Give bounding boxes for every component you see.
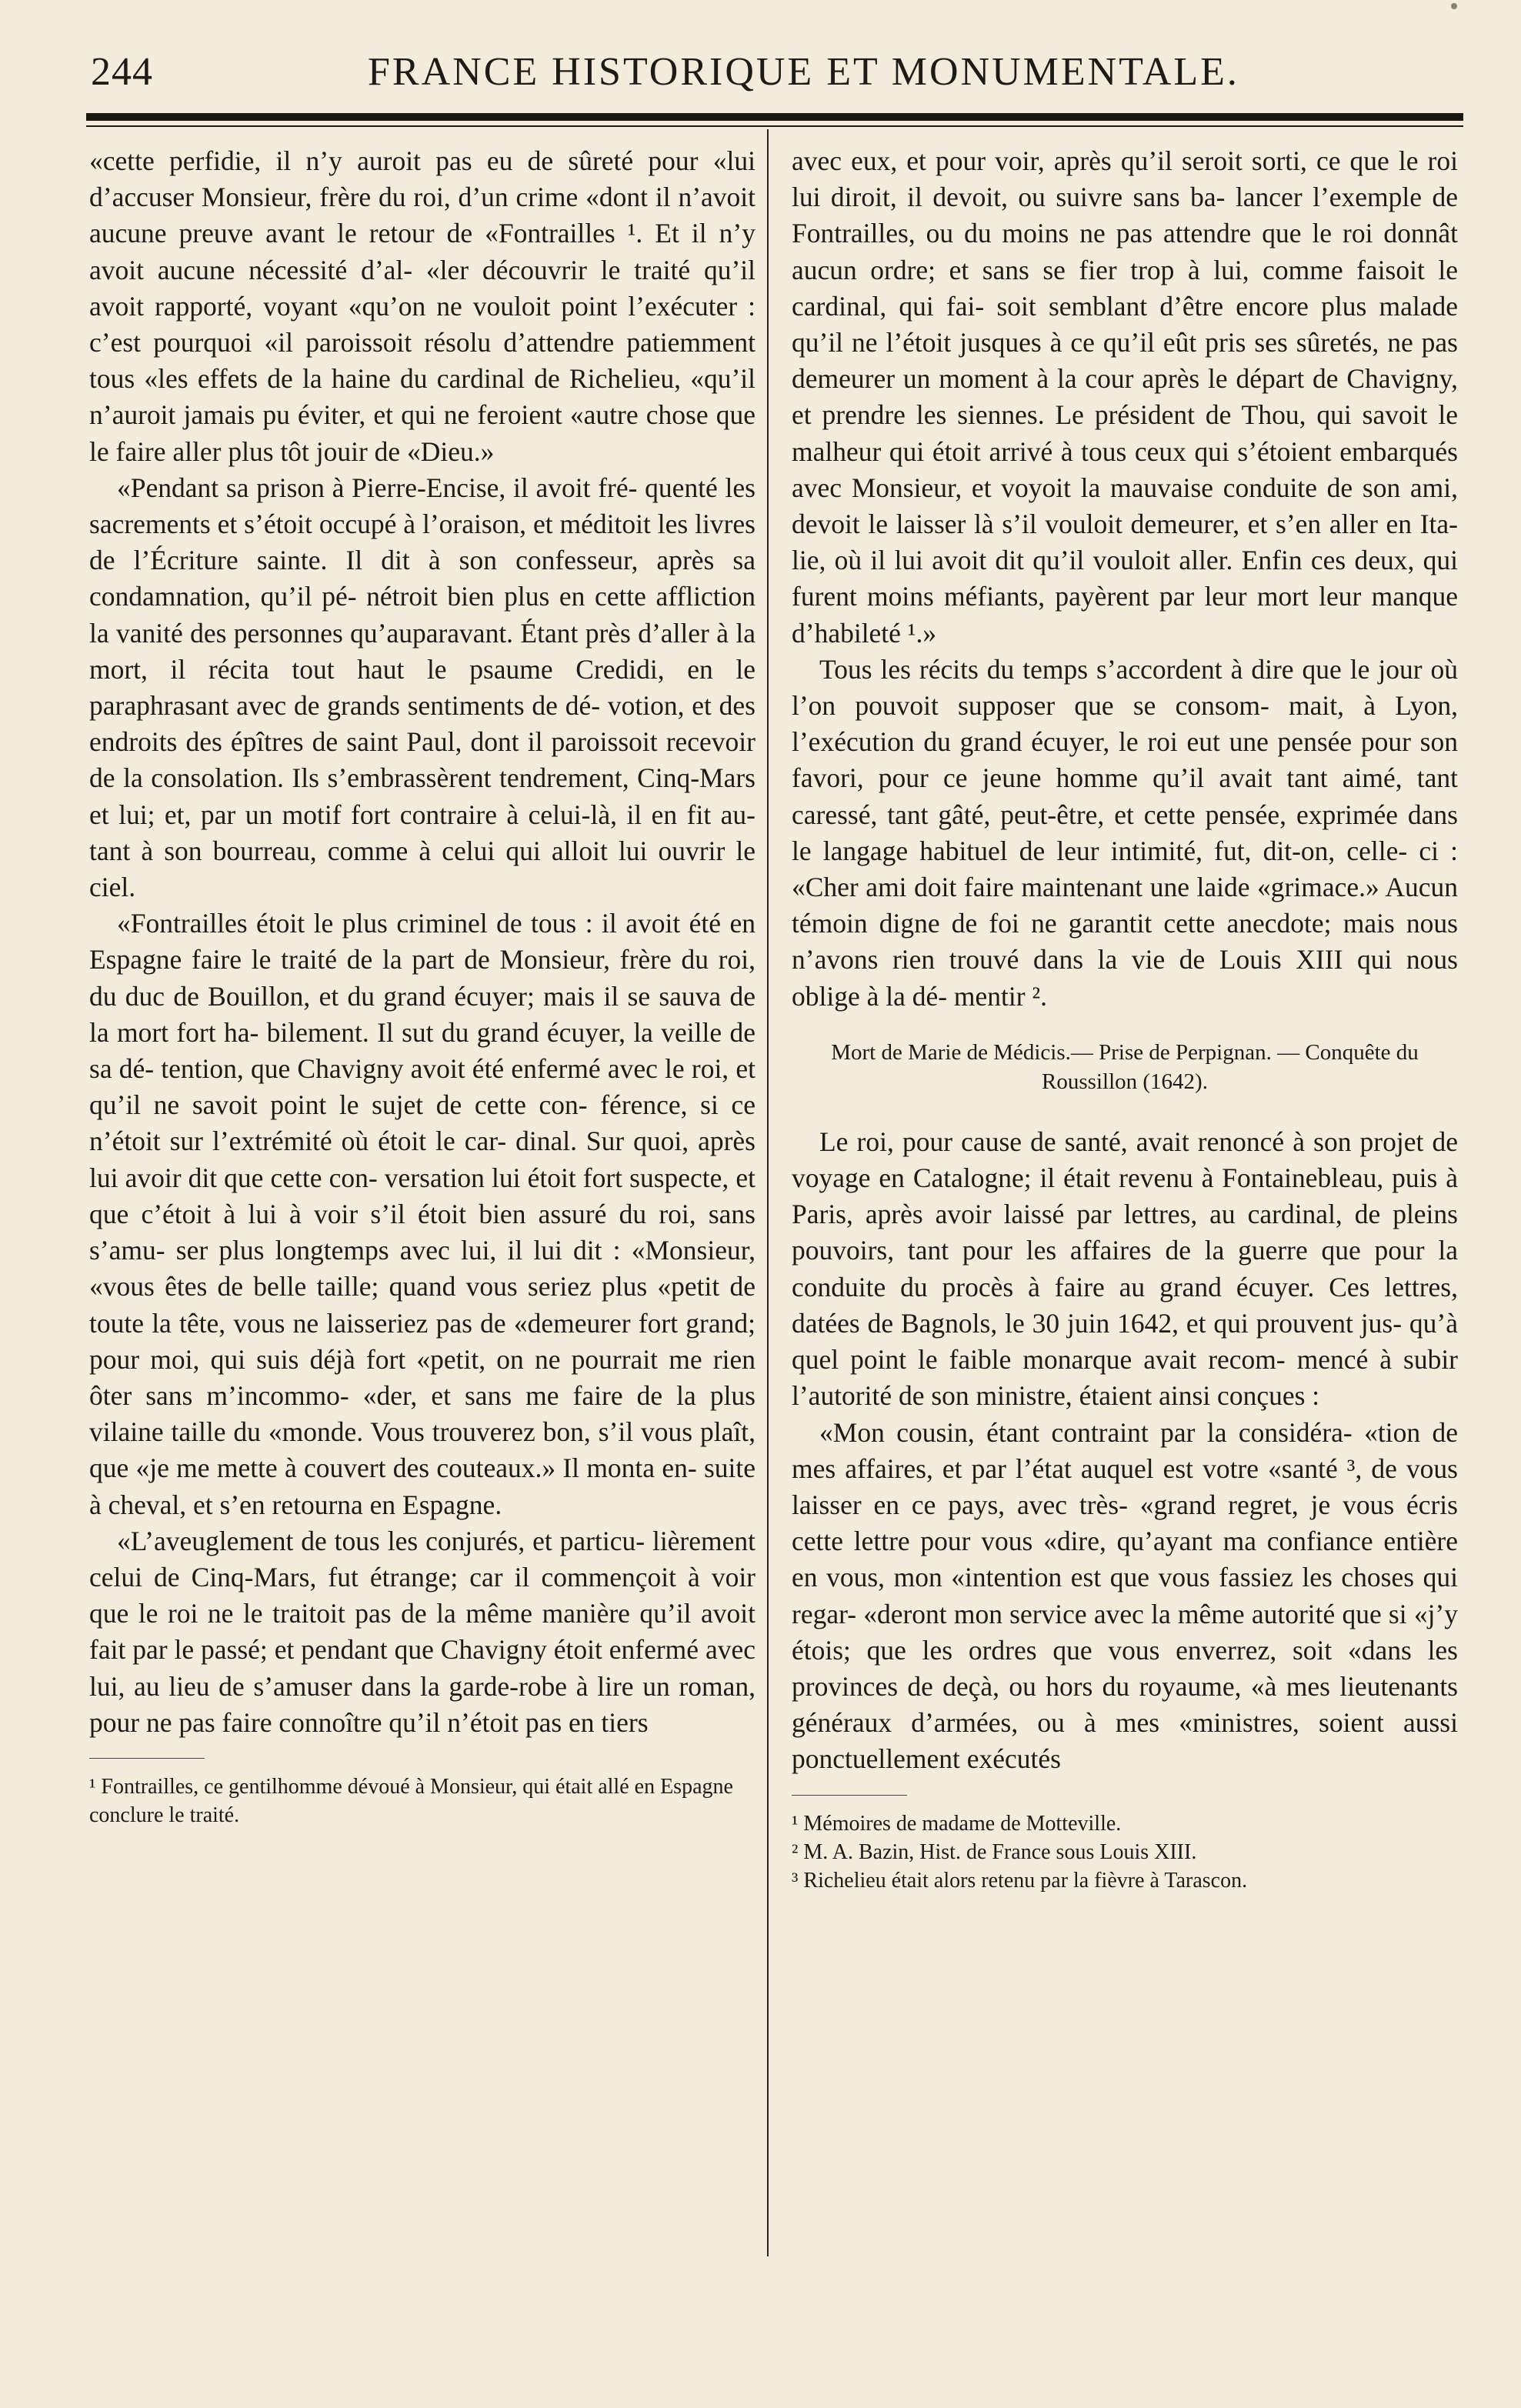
left-column: [89, 143, 755, 1829]
right-column: [792, 143, 1458, 1895]
footnotes: [792, 1809, 1458, 1895]
footnote: ² M. A. Bazin, Hist. de France sous Louis XIII.: [792, 1839, 1197, 1864]
footnote: ¹ Fontrailles, ce gentilhomme dévoué à Monsieur, qui était allé en Espagne conclure le traité.: [89, 1774, 733, 1827]
section-heading: Mort de Marie de Médicis.— Prise de Perpignan. — Conquête du Roussillon (1642).: [831, 1039, 1419, 1094]
footnote: ³ Richelieu était alors retenu par la fièvre à Tarascon.: [792, 1868, 1248, 1893]
running-title: FRANCE HISTORIQUE ET MONUMENTALE.: [368, 50, 1239, 94]
page-header: [91, 43, 1460, 105]
footnotes: [89, 1773, 755, 1829]
paragraph: «Mon cousin, étant contraint par la considéra- «tion de mes affaires, et par l’état auquel est votre «santé ³, de vous laisser en ce pays, avec très- «grand regret, je vous écris cette lettre pour vous «dire, qu’ayant ma confiance entière en vous, mon «intention est que vous fassiez les choses qui regar- «deront mon service avec la même autorité que si «j’y étois; que les ordres que vous enverrez, soit «dans les provinces de deçà, ou hors du royaume, «à mes lieutenants généraux d’armées, ou à mes «ministres, soient aussi ponctuellement exécutés: [792, 1416, 1458, 1775]
paragraph: Tous les récits du temps s’accordent à dire que le jour où l’on pouvoit supposer que se consom- mait, à Lyon, l’exécution du grand écuyer, le roi eut une pensée pour son favori, pour ce jeune homme qu’il avait tant aimé, tant caressé, tant gâté, peut-être, et cette pensée, exprimée dans le langage habituel de leur intimité, fut, dit-on, celle- ci : «Cher ami doit faire maintenant une laide «grimace.» Aucun témoin digne de foi ne garantit cette anecdote; mais nous n’avons rien trouvé dans la vie de Louis XIII qui nous oblige à la dé- mentir ².: [792, 653, 1458, 1012]
page-number: 244: [91, 50, 153, 94]
paragraph: «Pendant sa prison à Pierre-Encise, il avoit fré- quenté les sacrements et s’étoit occupé à l’oraison, et méditoit les livres de l’Écriture sainte. Il dit à son confesseur, après sa condamnation, qu’il pé- nétroit bien plus en cette affliction la vanité des personnes qu’auparavant. Étant près d’aller à la mort, il récita tout haut le psaume Credidi, en le paraphrasant avec de grands sentiments de dé- votion, et des endroits des épîtres de saint Paul, dont il paroissoit recevoir de la consolation. Ils s’embrassèrent tendrement, Cinq-Mars et lui; et, par un motif fort contraire à celui-là, il en fit au- tant à son bourreau, comme à celui qui alloit lui ouvrir le ciel.: [89, 472, 755, 903]
footnote-rule: [792, 1795, 907, 1796]
paragraph: «cette perfidie, il n’y auroit pas eu de sûreté pour «lui d’accuser Monsieur, frère du roi, d’un crime «dont il n’avoit aucune preuve avant le retour de «Fontrailles ¹. Et il n’y avoit aucune nécessité d’al- «ler découvrir le traité qu’il avoit rapporté, voyant «qu’on ne vouloit point l’exécuter : c’est pourquoi «il paroissoit résolu d’attendre patiemment tous «les effets de la haine du cardinal de Richelieu, «qu’il n’auroit jamais pu éviter, et qui ne feroient «autre chose que le faire aller plus tôt jouir de «Dieu.»: [89, 145, 755, 467]
paragraph: Le roi, pour cause de santé, avait renoncé à son projet de voyage en Catalogne; il était revenu à Fontainebleau, puis à Paris, après avoir laissé par lettres, au cardinal, de pleins pouvoirs, tant pour les affaires de la guerre que pour la conduite du procès à faire au grand écuyer. Ces lettres, datées de Bagnols, le 30 juin 1642, et qui prouvent jus- qu’à quel point le faible monarque avait recom- mencé à subir l’autorité de son ministre, étaient ainsi conçues :: [792, 1126, 1458, 1412]
paragraph: «L’aveuglement de tous les conjurés, et particu- lièrement celui de Cinq-Mars, fut étrange; car il commençoit à voir que le roi ne le traitoit pas de la même manière qu’il avoit fait par le passé; et pendant que Chavigny étoit enfermé avec lui, au lieu de s’amuser dans la garde-robe à lire un roman, pour ne pas faire connoître qu’il n’étoit pas en tiers: [89, 1525, 755, 1738]
header-rule-thin: [86, 125, 1463, 127]
paragraph: «Fontrailles étoit le plus criminel de tous : il avoit été en Espagne faire le traité de la part de Monsieur, frère du roi, du duc de Bouillon, et du grand écuyer; mais il se sauva de la mort fort ha- bilement. Il sut du grand écuyer, la veille de sa dé- tention, que Chavigny avoit été enfermé avec le roi, et qu’il ne savoit point le sujet de cette con- férence, si ce n’étoit sur l’extrémité où étoit le car- dinal. Sur quoi, après lui avoir dit que cette con- versation lui étoit fort suspecte, et que c’étoit à lui à voir s’il étoit bien assuré du roi, sans s’amu- ser plus longtemps avec lui, il lui dit : «Monsieur, «vous êtes de belle taille; quand vous seriez plus «petit de toute la tête, vous ne laisseriez pas de «demeurer fort grand; pour moi, qui suis déjà fort «petit, on ne pourrait me rien ôter sans m’incommo- «der, et sans me faire de la plus vilaine taille du «monde. Vous trouverez bon, s’il vous plaît, que «je me mette à couvert des couteaux.» Il monta en- suite à cheval, et s’en retourna en Espagne.: [89, 908, 755, 1520]
column-divider: [767, 129, 769, 2256]
footnote-rule: [89, 1758, 205, 1759]
paragraph: avec eux, et pour voir, après qu’il seroit sorti, ce que le roi lui diroit, il devoit, ou suivre sans ba- lancer l’exemple de Fontrailles, ou du moins ne pas attendre que le roi donnât aucun ordre; et sans se fier trop à lui, comme faisoit le cardinal, qui fai- soit semblant d’être encore plus malade qu’il ne l’étoit jusques à ce qu’il eût pris ses sûretés, ne pas demeurer un moment à la cour après le départ de Chavigny, et prendre les siennes. Le président de Thou, qui savoit le malheur qui étoit arrivé à tous ceux qui s’étoient embarqués avec Monsieur, et voyoit la mauvaise conduite de son ami, devoit le laisser là s’il vouloit demeurer, et s’en aller en Ita- lie, où il lui avoit dit qu’il vouloit aller. Enfin ces deux, qui furent moins méfiants, payèrent par leur mort leur manque d’habileté ¹.»: [792, 145, 1458, 649]
header-rule-thick: [86, 113, 1463, 121]
footnote: ¹ Mémoires de madame de Motteville.: [792, 1811, 1122, 1836]
ink-spot: [1451, 3, 1457, 9]
